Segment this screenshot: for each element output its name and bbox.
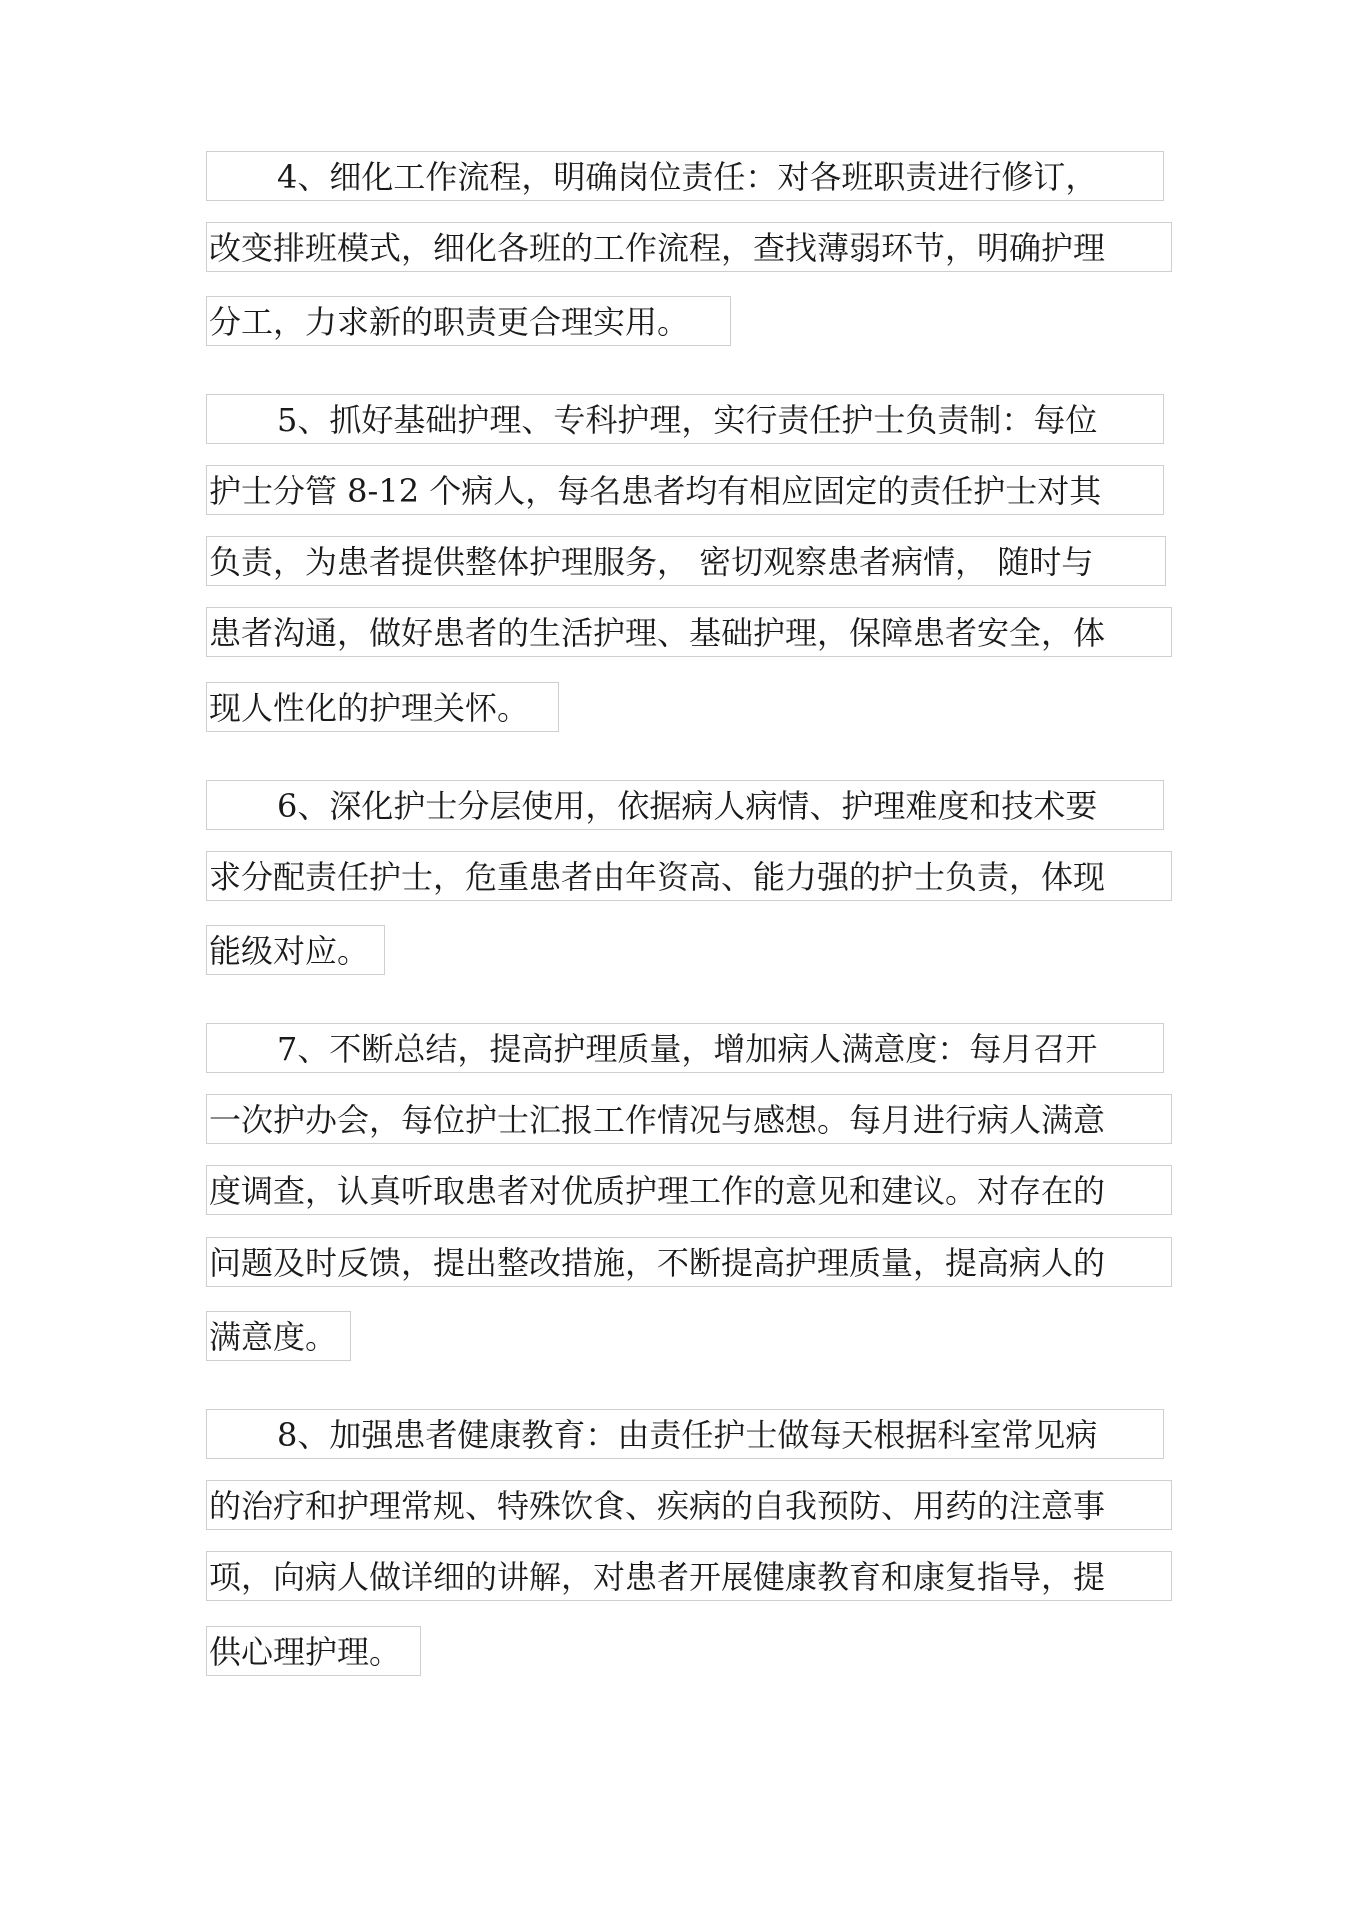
item-7-line-1: 7、不断总结，提高护理质量，增加病人满意度：每月召开: [206, 1023, 1164, 1073]
item-5-line-3: 负责，为患者提供整体护理服务， 密切观察患者病情， 随时与: [206, 536, 1166, 586]
item-7-line-5: 满意度。: [206, 1311, 351, 1361]
item-5-line-2: 护士分管 8-12 个病人，每名患者均有相应固定的责任护士对其: [206, 465, 1164, 515]
item-8-line-2: 的治疗和护理常规、特殊饮食、疾病的自我预防、用药的注意事: [206, 1480, 1172, 1530]
item-7-line-3: 度调查，认真听取患者对优质护理工作的意见和建议。对存在的: [206, 1165, 1172, 1215]
item-4-line-1: 4、细化工作流程，明确岗位责任：对各班职责进行修订，: [206, 151, 1164, 201]
item-7-line-4: 问题及时反馈，提出整改措施，不断提高护理质量，提高病人的: [206, 1237, 1172, 1287]
item-7-line-2: 一次护办会，每位护士汇报工作情况与感想。每月进行病人满意: [206, 1094, 1172, 1144]
item-5-line-1: 5、抓好基础护理、专科护理，实行责任护士负责制：每位: [206, 394, 1164, 444]
item-4-line-2: 改变排班模式，细化各班的工作流程，查找薄弱环节，明确护理: [206, 222, 1172, 272]
item-6-line-1: 6、深化护士分层使用，依据病人病情、护理难度和技术要: [206, 780, 1164, 830]
item-8-line-3: 项，向病人做详细的讲解，对患者开展健康教育和康复指导，提: [206, 1551, 1172, 1601]
item-8-line-4: 供心理护理。: [206, 1626, 421, 1676]
item-6-line-3: 能级对应。: [206, 925, 385, 975]
item-6-line-2: 求分配责任护士，危重患者由年资高、能力强的护士负责，体现: [206, 851, 1172, 901]
item-5-line-4: 患者沟通，做好患者的生活护理、基础护理，保障患者安全，体: [206, 607, 1172, 657]
item-4-line-3: 分工，力求新的职责更合理实用。: [206, 296, 731, 346]
item-5-line-5: 现人性化的护理关怀。: [206, 682, 559, 732]
item-8-line-1: 8、加强患者健康教育：由责任护士做每天根据科室常见病: [206, 1409, 1164, 1459]
